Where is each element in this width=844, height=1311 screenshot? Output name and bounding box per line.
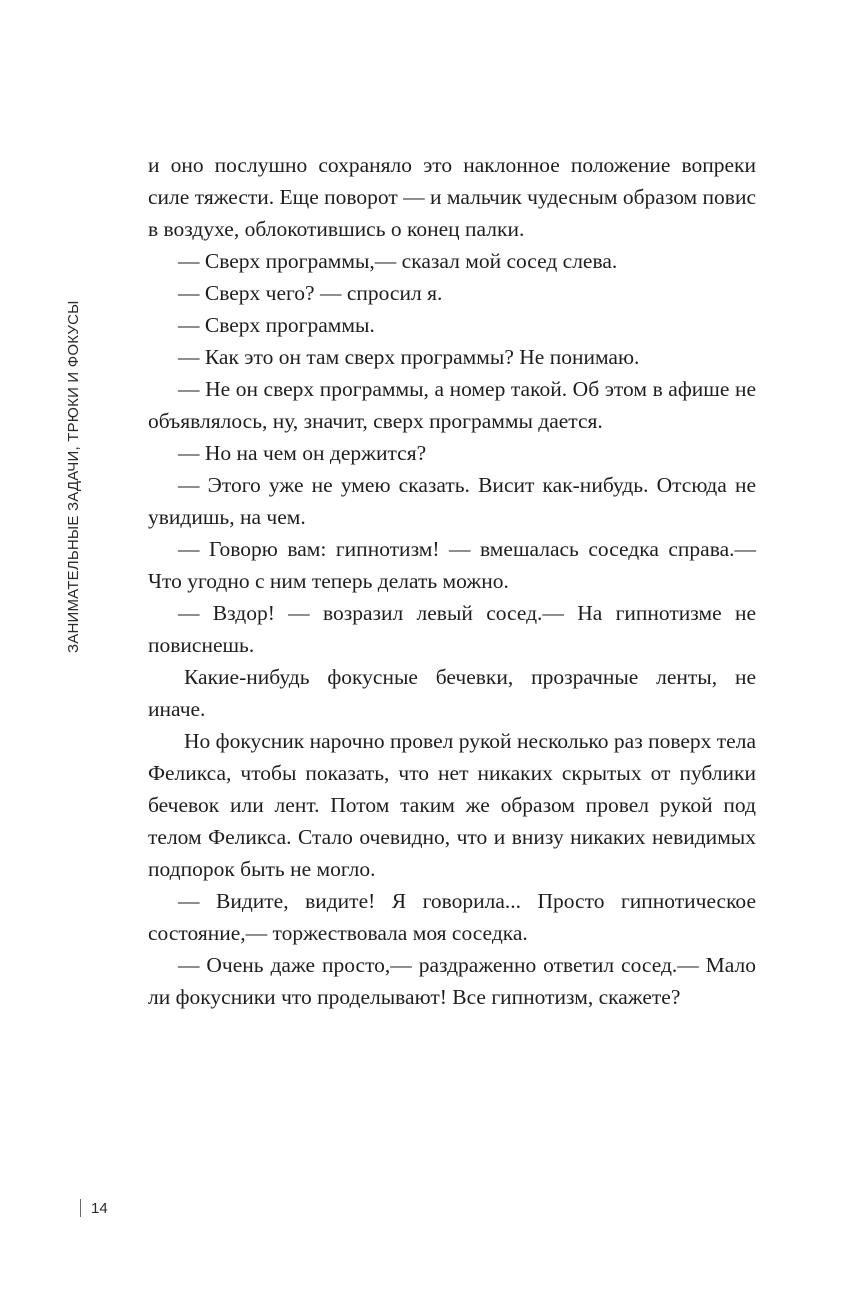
paragraph: — Сверх чего? — спросил я. — [178, 281, 443, 305]
folio-rule — [80, 1199, 81, 1217]
paragraph: — Сверх программы,— сказал мой сосед слева. — [178, 249, 618, 273]
body-text — [148, 149, 756, 1013]
paragraph: — Но на чем он держится? — [178, 441, 427, 465]
paragraph: — Не он сверх программы, а номер такой. Об этом в афише не объявлялось, ну, значит, сверх программы дается. — [148, 377, 756, 433]
running-head: ЗАНИМАТЕЛЬНЫЕ ЗАДАЧИ, ТРЮКИ И ФОКУСЫ — [65, 300, 82, 653]
paragraph: — Этого уже не умею сказать. Висит как-нибудь. Отсюда не увидишь, на чем. — [148, 473, 756, 529]
paragraph: Но фокусник нарочно провел рукой несколько раз поверх тела Феликса, чтобы показать, что нет никаких скрытых от публики бечевок или лент. Потом таким же образом провел рукой под телом Феликса. Стало очевидно, что и внизу никаких невидимых подпорок быть не могло. — [148, 729, 756, 881]
paragraph: — Сверх программы. — [178, 313, 375, 337]
paragraph: — Видите, видите! Я говорила... Просто гипнотическое состояние,— торжествовала моя соседка. — [148, 889, 756, 945]
paragraph: — Вздор! — возразил левый сосед.— На гипнотизме не повиснешь. — [148, 601, 756, 657]
paragraph: — Как это он там сверх программы? Не понимаю. — [178, 345, 640, 369]
paragraph: — Говорю вам: гипнотизм! — вмешалась соседка справа.— Что угодно с ним теперь делать можно. — [148, 537, 756, 593]
folio — [80, 1196, 108, 1220]
paragraph: Какие-нибудь фокусные бечевки, прозрачные ленты, не иначе. — [148, 665, 756, 721]
page-number: 14 — [91, 1199, 108, 1217]
paragraph: — Очень даже просто,— раздраженно ответил сосед.— Мало ли фокусники что проделывают! Все гипнотизм, скажете? — [148, 953, 756, 1009]
paragraph: и оно послушно сохраняло это наклонное положение вопреки силе тяжести. Еще поворот — и мальчик чудесным образом повис в воздухе, облокотившись о конец палки. — [148, 153, 756, 241]
